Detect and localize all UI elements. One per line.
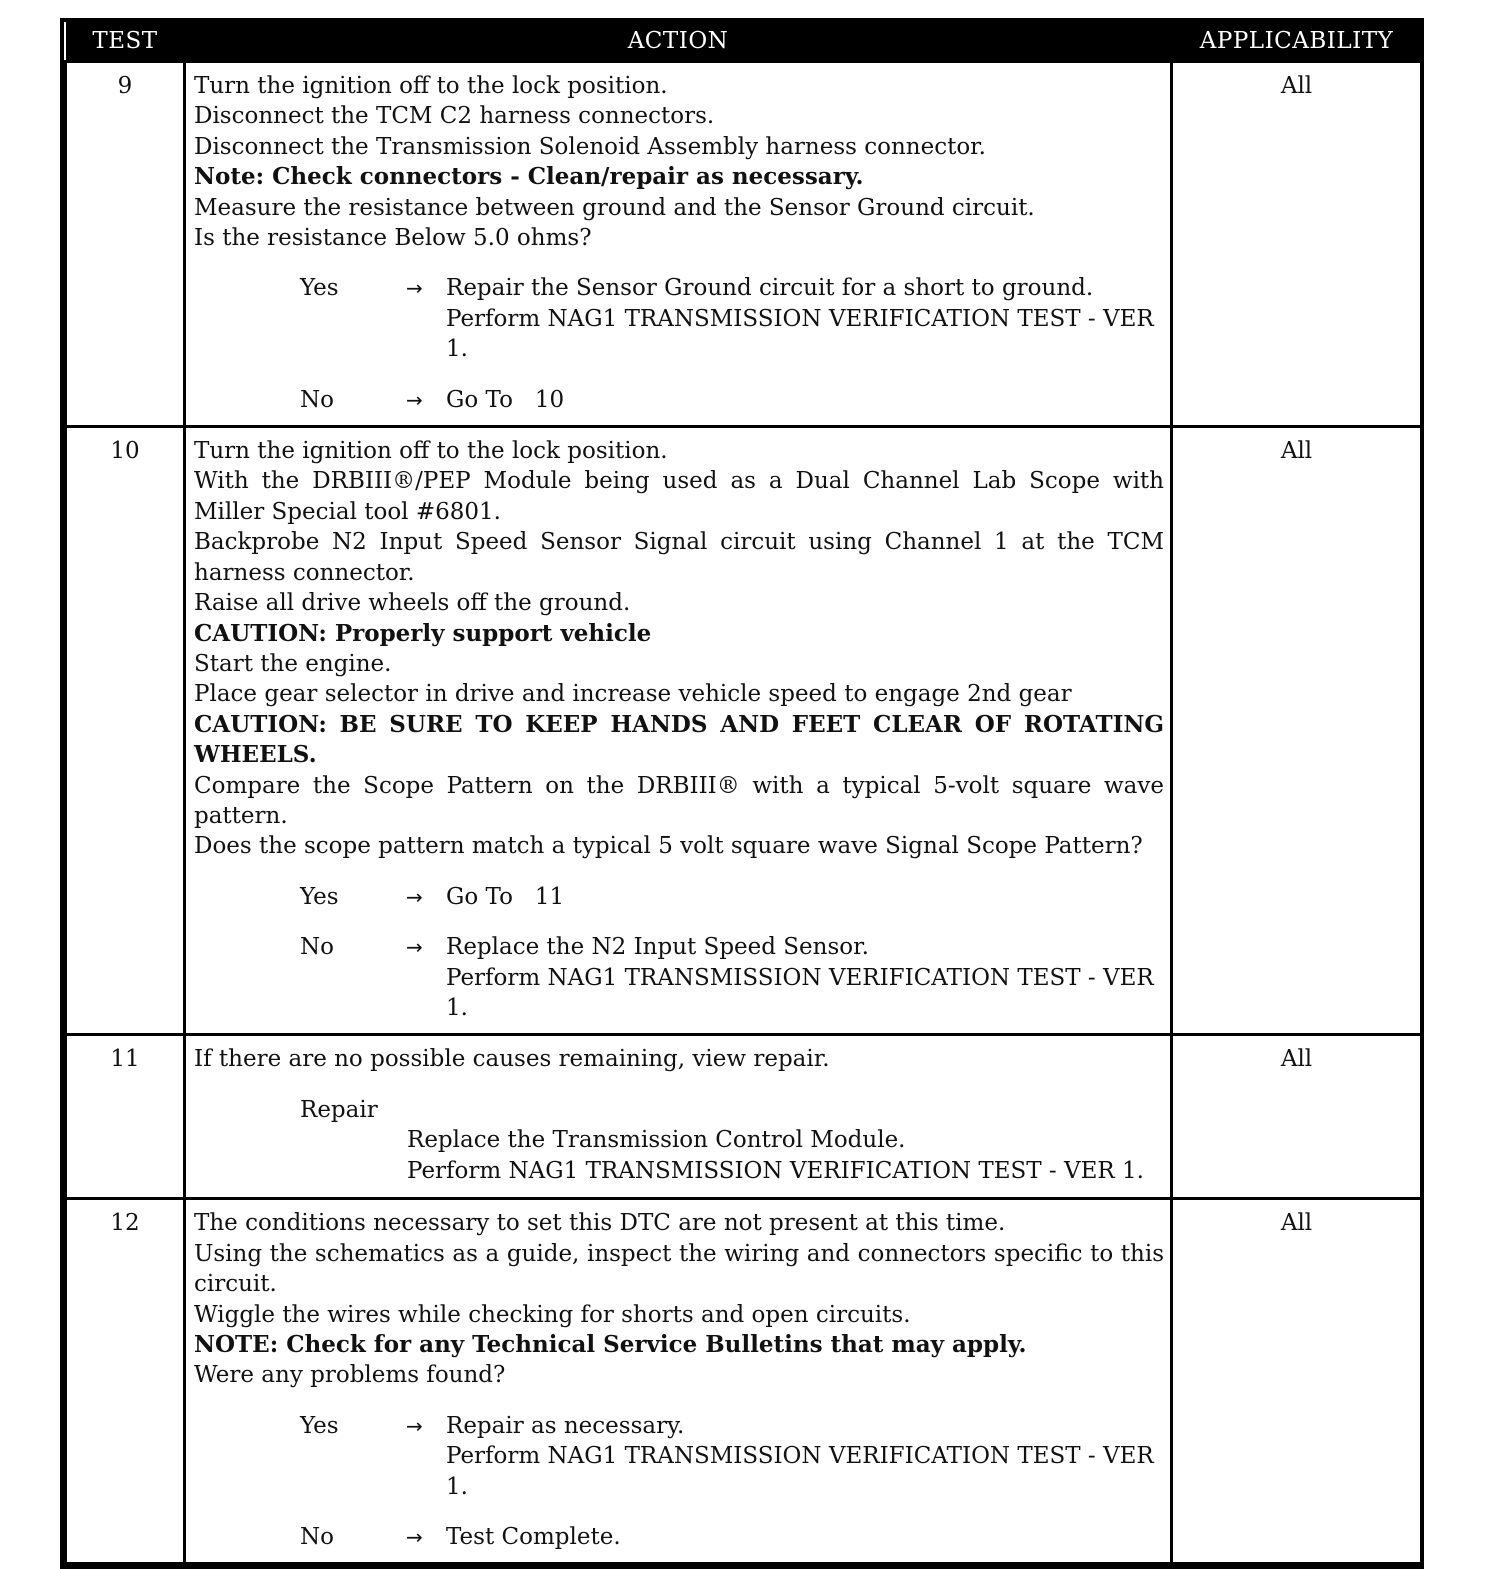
- yes-result: Perform NAG1 TRANSMISSION VERIFICATION TEST - VER 1.: [446, 305, 1154, 363]
- note-line: NOTE: Check for any Technical Service Bulletins that may apply.: [194, 1331, 1027, 1358]
- action-line: Disconnect the Transmission Solenoid Assembly harness connector.: [194, 133, 986, 160]
- applicability-value: All: [1172, 427, 1422, 1035]
- no-branch: [300, 1522, 1164, 1552]
- no-label: No: [300, 386, 334, 413]
- question-line: Does the scope pattern match a typical 5 volt square wave Signal Scope Pattern?: [194, 833, 1143, 860]
- yes-result: Repair as necessary.: [446, 1412, 685, 1439]
- repair-label: Repair: [300, 1096, 378, 1123]
- right-arrow-icon: →: [406, 276, 423, 301]
- no-branch: [300, 932, 1164, 1023]
- yes-branch: [300, 1411, 1164, 1502]
- action-cell: [185, 427, 1172, 1035]
- yes-result: Repair the Sensor Ground circuit for a short to ground.: [446, 275, 1094, 302]
- question-line: Is the resistance Below 5.0 ohms?: [194, 225, 592, 252]
- repair-result: Replace the Transmission Control Module.: [407, 1127, 906, 1154]
- right-arrow-icon: →: [406, 387, 423, 412]
- yes-result: Perform NAG1 TRANSMISSION VERIFICATION TEST - VER 1.: [446, 1443, 1154, 1500]
- action-cell: [185, 1035, 1172, 1199]
- no-label: No: [300, 934, 334, 961]
- applicability-value: All: [1172, 62, 1422, 427]
- applicability-value: All: [1172, 1035, 1422, 1199]
- yes-result: Go To 11: [446, 883, 565, 910]
- table-header-row: [66, 22, 1422, 62]
- yes-label: Yes: [300, 275, 339, 302]
- right-arrow-icon: →: [406, 1525, 423, 1550]
- right-arrow-icon: →: [406, 935, 423, 960]
- yes-label: Yes: [300, 1412, 339, 1439]
- test-number: 11: [66, 1035, 185, 1199]
- test-number: 12: [66, 1199, 185, 1564]
- test-number: 10: [66, 427, 185, 1035]
- action-line: If there are no possible causes remaining, view repair.: [194, 1046, 830, 1073]
- no-label: No: [300, 1524, 334, 1551]
- action-line: Turn the ignition off to the lock position.: [194, 438, 668, 465]
- header-applicability: APPLICABILITY: [1172, 22, 1422, 62]
- action-line: Measure the resistance between ground and the Sensor Ground circuit.: [194, 194, 1035, 221]
- table-row: [66, 427, 1422, 1035]
- table-row: [66, 62, 1422, 427]
- right-arrow-icon: →: [406, 884, 423, 909]
- question-line: Were any problems found?: [194, 1362, 506, 1389]
- action-line: Raise all drive wheels off the ground.: [194, 590, 631, 617]
- yes-label: Yes: [300, 883, 339, 910]
- header-test: TEST: [66, 22, 185, 62]
- no-branch: [300, 385, 1164, 415]
- diagnostic-test-table: [60, 18, 1424, 1569]
- yes-branch: [300, 273, 1164, 364]
- yes-branch: [300, 882, 1164, 912]
- action-line: Start the engine.: [194, 650, 392, 677]
- action-line: The conditions necessary to set this DTC are not present at this time.: [194, 1210, 1006, 1237]
- note-line: Note: Check connectors - Clean/repair as necessary.: [194, 163, 864, 191]
- action-line: Compare the Scope Pattern on the DRBIII® with a typical 5-volt square wave pattern.: [194, 772, 1164, 829]
- action-cell: [185, 1199, 1172, 1564]
- caution-line: CAUTION: Properly support vehicle: [194, 619, 652, 647]
- no-result: Perform NAG1 TRANSMISSION VERIFICATION TEST - VER 1.: [446, 964, 1154, 1021]
- test-number: 9: [66, 62, 185, 427]
- action-line: With the DRBIII®/PEP Module being used as a Dual Channel Lab Scope with Miller Special tool #6801.: [194, 468, 1164, 525]
- caution-line: CAUTION: BE SURE TO KEEP HANDS AND FEET CLEAR OF ROTATING WHEELS.: [194, 710, 1164, 769]
- action-line: Disconnect the TCM C2 harness connectors.: [194, 103, 715, 130]
- action-cell: [185, 62, 1172, 427]
- action-line: Place gear selector in drive and increase vehicle speed to engage 2nd gear: [194, 681, 1072, 708]
- no-result: Go To 10: [446, 386, 565, 413]
- no-result: Replace the N2 Input Speed Sensor.: [446, 934, 869, 961]
- action-line: Wiggle the wires while checking for shorts and open circuits.: [194, 1301, 911, 1328]
- action-line: Using the schematics as a guide, inspect the wiring and connectors specific to this circuit.: [194, 1240, 1164, 1298]
- repair-result: Perform NAG1 TRANSMISSION VERIFICATION TEST - VER 1.: [407, 1157, 1144, 1184]
- action-line: Backprobe N2 Input Speed Sensor Signal circuit using Channel 1 at the TCM harness connector.: [194, 529, 1164, 586]
- applicability-value: All: [1172, 1199, 1422, 1564]
- right-arrow-icon: →: [406, 1413, 423, 1438]
- table-row: [66, 1035, 1422, 1199]
- table-row: [66, 1199, 1422, 1564]
- action-line: Turn the ignition off to the lock position.: [194, 73, 668, 99]
- header-action: ACTION: [185, 22, 1172, 62]
- no-result: Test Complete.: [446, 1524, 621, 1551]
